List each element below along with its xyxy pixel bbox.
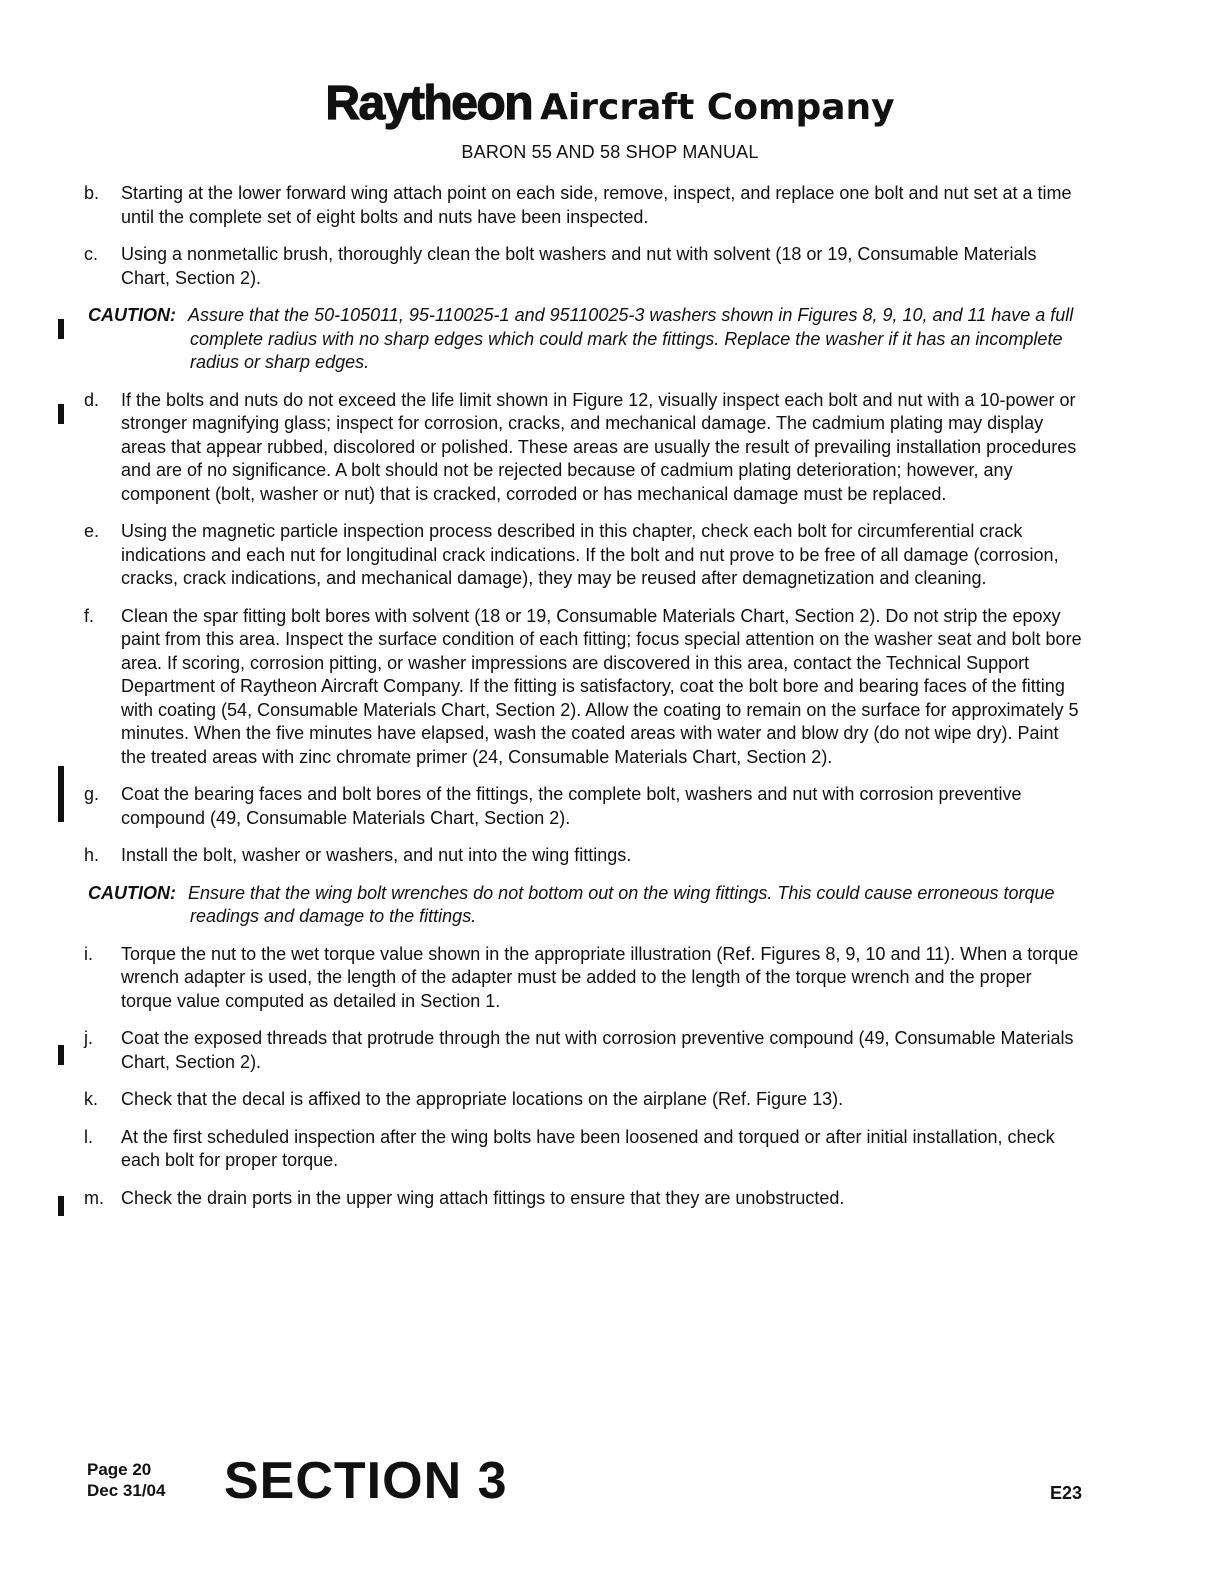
step-h [0,844,1220,868]
step-letter: g. [84,784,100,804]
step-text: Check that the decal is affixed to the appropriate locations on the airplane (Ref. Figure 13). [121,1089,844,1109]
step-text: Coat the exposed threads that protrude through the nut with corrosion preventive compound (49, Consumable Materials Chart, Section 2). [121,1028,1074,1072]
step-g [0,783,1220,830]
step-text: Coat the bearing faces and bolt bores of the fittings, the complete bolt, washers and nut with corrosion preventive compound (49, Consumable Materials Chart, Section 2). [121,784,1022,828]
step-text: Clean the spar fitting bolt bores with solvent (18 or 19, Consumable Materials Chart, Section 2). Do not strip the epoxy paint from this area. Inspect the surface condition of each fitting; focus special attention on the washer seat and bolt bore area. If scoring, corrosion pitting, or washer impressions are discovered in this area, contact the Technical Support Department of Raytheon Aircraft Company. If the fitting is satisfactory, coat the bolt bore and bearing faces of the fitting with coating (54, Consumable Materials Chart, Section 2). Allow the coating to remain on the surface for approximately 5 minutes. When the five minutes have elapsed, wash the coated areas with water and blow dry (do not wipe dry). Paint the treated areas with zinc chromate primer (24, Consumable Materials Chart, Section 2). [121,605,1082,767]
step-d [0,389,1220,507]
step-m [0,1187,1220,1211]
step-text: If the bolts and nuts do not exceed the life limit shown in Figure 12, visually inspect each bolt and nut with a 10-power or stronger magnifying glass; inspect for corrosion, cracks, and mechanical damage. The cadmium plating may display areas that appear rubbed, discolored or polished. These areas are usually the result of prevailing installation procedures and are of no significance. A bolt should not be rejected because of cadmium plating deterioration; however, any component (bolt, washer or nut) that is cracked, corroded or has mechanical damage must be replaced. [121,389,1077,504]
step-e [0,520,1220,591]
step-l [0,1126,1220,1173]
step-letter: i. [84,943,93,964]
step-letter: f. [84,605,95,626]
page-header [0,77,1220,163]
company-name: Aircraft Company [540,87,895,128]
manual-title: BARON 55 AND 58 SHOP MANUAL [461,142,759,162]
step-letter: m. [84,1187,104,1208]
step-c [0,243,1220,290]
caution-note-wrenches [0,882,1220,929]
caution-note-washers [0,304,1220,375]
brand-logo [0,77,1220,130]
step-text: Starting at the lower forward wing attach point on each side, remove, inspect, and replace one bolt and nut set at a time until the complete set of eight bolts and nuts have been inspected. [121,183,1072,227]
step-j [0,1027,1220,1074]
step-text: Check the drain ports in the upper wing attach fittings to ensure that they are unobstructed. [121,1187,845,1208]
caution-label: CAUTION: [88,305,176,325]
step-f [0,605,1220,770]
step-text: Using a nonmetallic brush, thoroughly clean the bolt washers and nut with solvent (18 or 19, Consumable Materials Chart, Section 2). [121,244,1037,288]
step-text: Torque the nut to the wet torque value shown in the appropriate illustration (Ref. Figures 8, 9, 10 and 11). When a torque wrench adapter is used, the length of the adapter must be added to the length of the torque wrench and the proper torque value computed as detailed in Section 1. [121,943,1079,1011]
step-letter: l. [84,1126,93,1147]
caution-text: Assure that the 50-105011, 95-110025-1 and 95110025-3 washers shown in Figures 8, 9, 10, and 11 have a full complete radius with no sharp edges which could mark the fittings. Replace the washer if it has an incomplete radius or sharp edges. [188,305,1074,372]
step-letter: c. [84,244,99,264]
caution-label: CAUTION: [88,882,176,903]
step-i [0,943,1220,1014]
step-letter: b. [84,183,100,203]
section-title: SECTION 3 [224,1452,508,1510]
step-text: At the first scheduled inspection after the wing bolts have been loosened and torqued or after initial installation, check each bolt for proper torque. [121,1126,1055,1170]
page-number: Page 20 [87,1460,152,1479]
step-text: Install the bolt, washer or washers, and nut into the wing fittings. [121,845,632,865]
page-info [87,1459,165,1501]
caution-text: Ensure that the wing bolt wrenches do not bottom out on the wing fittings. This could cause erroneous torque readings and damage to the fittings. [188,882,1055,926]
step-b [0,182,1220,229]
step-text: Using the magnetic particle inspection process described in this chapter, check each bolt for circumferential crack indications and each nut for longitudinal crack indications. If the bolt and nut prove to be free of all damage (corrosion, cracks, crack indications, and mechanical damage), they may be reused after demagnetization and cleaning. [121,521,1059,588]
procedure-list [0,182,1220,1224]
brand-wordmark: Raytheon [325,77,533,130]
revision-date: Dec 31/04 [87,1481,166,1500]
page-code: E23 [1050,1483,1083,1503]
step-k [0,1088,1220,1112]
step-letter: d. [84,389,100,410]
step-letter: k. [84,1089,99,1109]
page-footer [0,1452,1220,1515]
step-letter: h. [84,845,100,865]
step-letter: j. [84,1028,93,1048]
step-letter: e. [84,521,100,541]
